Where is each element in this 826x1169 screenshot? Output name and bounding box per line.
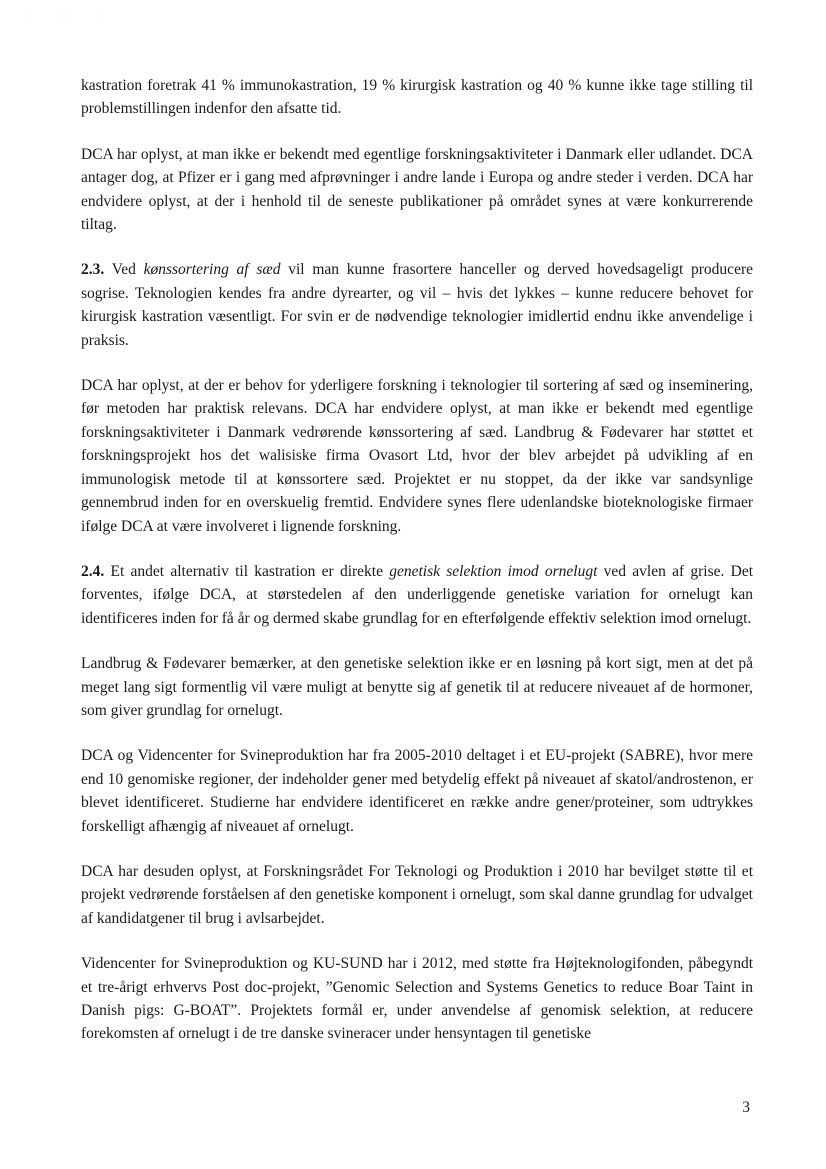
paragraph-text-pre: Ved [104,261,144,279]
paragraph-section-2-4 [81,560,753,630]
paragraph-g-boat-project: Videncenter for Svineproduktion og KU-SUND har i 2012, med støtte fra Højteknologifonden, påbegyndt et tre-årigt erhvervs Post doc-projekt, ”Genomic Selection and Systems Genetics to reduce Boar Taint in Danish pigs: G-BOAT”. Projektets formål er, under anvendelse af genomisk selektion, at reducere forekomsten af ornelugt i de tre danske svineracer under hensyntagen til genetiske [81,955,753,1043]
document-body [81,74,753,1068]
paragraph-emphasis: genetisk selektion imod ornelugt [389,562,598,580]
paragraph-section-2-3 [81,258,753,352]
page-number: 3 [742,1099,750,1116]
paragraph-text-post: ved avlen af grise. Det forventes, ifølge DCA, at størstedelen af den underliggende genetiske variation for ornelugt kan identificeres inden for få år og dermed skabe grundlag for en efterfølgende effektiv selektion imod ornelugt. [81,562,754,627]
section-number: 2.4. [81,562,105,580]
paragraph-text-pre: Et andet alternativ til kastration er direkte [104,562,390,580]
scan-artifact-marks: · · · [30,12,112,21]
paragraph-dca-research-status: DCA har oplyst, at man ikke er bekendt med egentlige forskningsaktiviteter i Danmark eller udlandet. DCA antager dog, at Pfizer er i gang med afprøvninger i andre lande i Europa og andre steder i verden. DCA har endvidere oplyst, at der i henhold til de seneste publikationer på området synes at være konkurrerende tiltag. [81,145,753,234]
paragraph-sorting-research: DCA har oplyst, at der er behov for yderligere forskning i teknologier til sortering af sæd og inseminering, før metoden har praktisk relevans. DCA har endvidere oplyst, at man ikke er bekendt med egentlige forskningsaktiviteter i Danmark vedrørende kønssortering af sæd. Landbrug & Fødevarer har støttet et forskningsprojekt hos det walisiske firma Ovasort Ltd, hvor der blev arbejdet på udvikling af en immunologisk metode til at kønssortere sæd. Projektet er nu stoppet, da der ikke var sandsynlige gennembrud inden for en overskuelig fremtid. Endvidere synes flere udenlandske bioteknologiske firmaer ifølge DCA at være involveret i lignende forskning. [81,377,753,535]
section-number: 2.3. [81,261,105,279]
paragraph-emphasis: kønssortering af sæd [143,261,281,279]
paragraph-text-post: vil man kunne frasortere hanceller og derved hovedsageligt producere sogrise. Teknologien kendes fra andre dyrearter, og vil – hvis det lykkes – kunne reducere behovet for kirurgisk kastration væsentligt. For svin er de nødvendige teknologier imidlertid endnu ikke anvendelige i praksis. [81,261,753,349]
paragraph-landbrug-remark: Landbrug & Fødevarer bemærker, at den genetiske selektion ikke er en løsning på kort sigt, men at det på meget lang sigt formentlig vil være muligt at benytte sig af genetik til at reducere niveauet af de hormoner, som giver grundlag for ornelugt. [81,655,753,719]
paragraph-kastration-survey: kastration foretrak 41 % immunokastration, 19 % kirurgisk kastration og 40 % kunne ikke tage stilling til problemstillingen indenfor den afsatte tid. [81,77,753,118]
paragraph-sabre-project: DCA og Videncenter for Svineproduktion har fra 2005-2010 deltaget i et EU-projekt (SABRE), hvor mere end 10 genomiske regioner, der indeholder gener med betydelig effekt på niveauet af skatol/androstenon, er blevet identificeret. Studierne har endvidere identificeret en række andre gener/proteiner, som udtrykkes forskelligt afhængig af niveauet af ornelugt. [81,747,753,835]
paragraph-research-grant: DCA har desuden oplyst, at Forskningsrådet For Teknologi og Produktion i 2010 har bevilget støtte til et projekt vedrørende forståelsen af den genetiske komponent i ornelugt, som skal danne grundlag for udvalget af kandidatgener til brug i avlsarbejdet. [81,862,753,927]
